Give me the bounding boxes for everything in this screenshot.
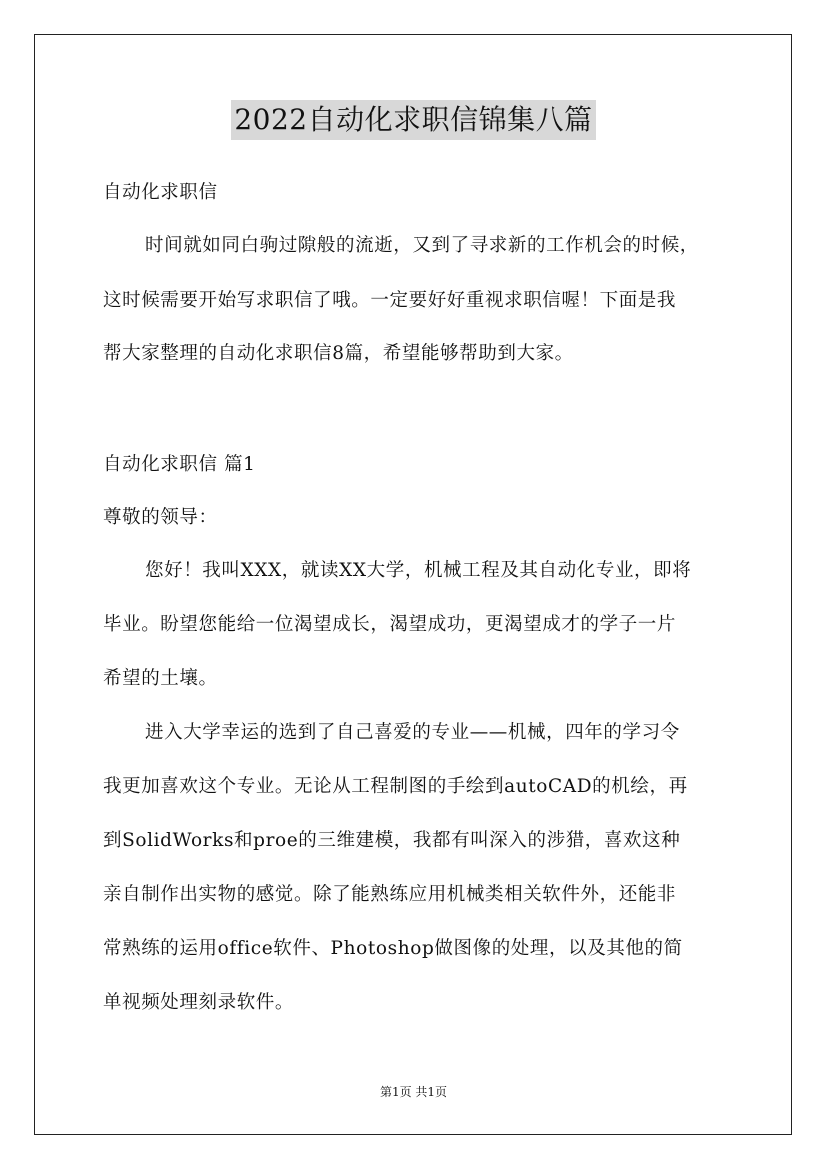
paragraph-line: 单视频处理刻录软件。 (103, 992, 295, 1013)
document-title: 2022自动化求职信锦集八篇 (231, 100, 595, 140)
paragraph-line: 常熟练的运用office软件、Photoshop做图像的处理，以及其他的简 (103, 938, 683, 959)
intro-line: 时间就如同白驹过隙般的流逝，又到了寻求新的工作机会的时候， (145, 235, 699, 256)
salutation: 尊敬的领导： (103, 507, 218, 528)
section-label: 自动化求职信 (103, 182, 218, 203)
paragraph-line: 希望的土壤。 (103, 668, 218, 689)
paragraph-line: 我更加喜欢这个专业。无论从工程制图的手绘到autoCAD的机绘，再 (103, 776, 688, 797)
page-footer: 第1页 共1页 (379, 1085, 448, 1099)
title-container (0, 100, 827, 140)
paragraph-line: 亲自制作出实物的感觉。除了能熟练应用机械类相关软件外，还能非 (103, 884, 677, 905)
paragraph-line: 您好！我叫XXX，就读XX大学，机械工程及其自动化专业，即将 (145, 560, 692, 581)
intro-line: 帮大家整理的自动化求职信8篇，希望能够帮助到大家。 (103, 343, 574, 364)
paragraph-line: 到SolidWorks和proe的三维建模，我都有叫深入的涉猎，喜欢这种 (103, 830, 681, 851)
paragraph-line: 毕业。盼望您能给一位渴望成长，渴望成功，更渴望成才的学子一片 (103, 614, 677, 635)
paragraph-line: 进入大学幸运的选到了自己喜爱的专业——机械，四年的学习令 (145, 722, 680, 743)
article-heading: 自动化求职信 篇1 (103, 454, 256, 475)
intro-line: 这时候需要开始写求职信了哦。一定要好好重视求职信喔！下面是我 (103, 290, 677, 311)
